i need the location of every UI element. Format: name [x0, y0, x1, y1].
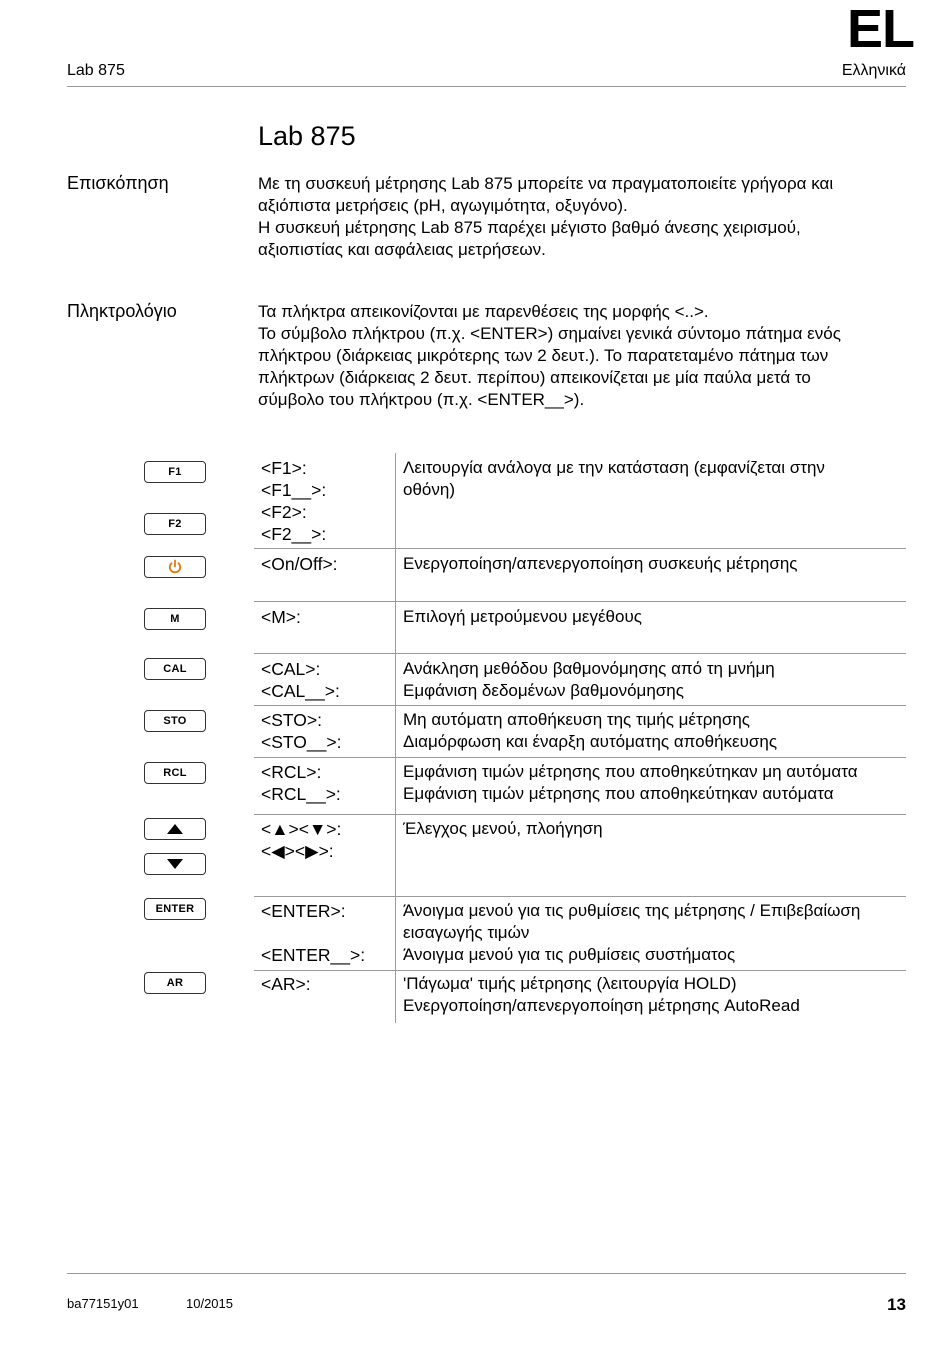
overview-line: αξιόπιστα μετρήσεις (pH, αγωγιμότητα, οξυγόνο).: [258, 196, 628, 215]
key-cell: <ENTER>: <ENTER__>:: [261, 901, 366, 965]
rcl-key: RCL: [144, 762, 206, 784]
footer-divider: [67, 1273, 906, 1274]
f1-key: F1: [144, 461, 206, 483]
description-cell: Μη αυτόματη αποθήκευση της τιμής μέτρησης Διαμόρφωση και έναρξη αυτόματης αποθήκευσης: [403, 710, 778, 751]
header-divider: [67, 86, 906, 87]
language-code: EL: [847, 0, 915, 59]
description-cell: Ανάκληση μεθόδου βαθμονόμησης από τη μνήμη Εμφάνιση δεδομένων βαθμονόμησης: [403, 659, 775, 700]
overview-text: [258, 173, 908, 261]
key-cell: <RCL>: <RCL__>:: [261, 762, 341, 804]
power-icon: [167, 559, 183, 575]
sto-key: STO: [144, 710, 206, 732]
description-cell: Άνοιγμα μενού για τις ρυθμίσεις της μέτρησης / Επιβεβαίωση εισαγωγής τιμών Άνοιγμα μενού για τις ρυθμίσεις συστήματος: [403, 901, 861, 964]
description-cell: Λειτουργία ανάλογα με την κατάσταση (εμφανίζεται στην οθόνη): [403, 458, 825, 499]
arrow-down-icon: [166, 858, 184, 870]
header-language: Ελληνικά: [841, 62, 906, 79]
key-table: [254, 453, 906, 1023]
table-row: [254, 758, 906, 815]
keyboard-line: Το σύμβολο πλήκτρου (π.χ. <ENTER>) σημαίνει γενικά σύντομο πάτημα ενός: [258, 324, 841, 343]
page-number: 13: [887, 1295, 906, 1314]
description-cell: Έλεγχος μενού, πλοήγηση: [403, 819, 603, 838]
keyboard-line: Τα πλήκτρα απεικονίζονται με παρενθέσεις της μορφής <..>.: [258, 302, 709, 321]
f2-key: F2: [144, 513, 206, 535]
overview-line: Με τη συσκευή μέτρησης Lab 875 μπορείτε να πραγματοποιείτε γρήγορα και: [258, 174, 834, 193]
on-off-key: [144, 556, 206, 578]
keyboard-line: πλήκτρου (διάρκειας μικρότερης των 2 δευτ.). Το παρατεταμένο πάτημα των: [258, 346, 829, 365]
ar-key: AR: [144, 972, 206, 994]
table-row: [254, 654, 906, 706]
header-product: Lab 875: [67, 62, 125, 79]
key-cell: <CAL>: <CAL__>:: [261, 659, 340, 701]
key-cell: <On/Off>:: [261, 554, 338, 574]
keyboard-line: σύμβολο του πλήκτρου (π.χ. <ENTER__>).: [258, 390, 585, 409]
description-cell: Ενεργοποίηση/απενεργοποίηση συσκευής μέτρησης: [403, 554, 798, 573]
overview-label: Επισκόπηση: [67, 173, 169, 193]
footer-doc-id: ba77151y01: [67, 1296, 139, 1311]
overview-line: αξιοπιστίας και ασφάλειας μετρήσεων.: [258, 240, 546, 259]
key-cell: <F1>: <F1__>: <F2>: <F2__>:: [261, 458, 327, 544]
footer-date: 10/2015: [186, 1296, 233, 1311]
description-cell: Επιλογή μετρούμενου μεγέθους: [403, 607, 642, 626]
down-key: [144, 853, 206, 875]
arrow-up-icon: [166, 823, 184, 835]
table-row: [254, 897, 906, 971]
description-cell: Εμφάνιση τιμών μέτρησης που αποθηκεύτηκαν μη αυτόματα Εμφάνιση τιμών μέτρησης που αποθηκεύτηκαν αυτόματα: [403, 762, 858, 803]
table-row: [254, 971, 906, 1023]
key-example: <ENTER>: [470, 324, 548, 343]
m-key: M: [144, 608, 206, 630]
description-cell: 'Πάγωμα' τιμής μέτρησης (λειτουργία HOLD) Ενεργοποίηση/απενεργοποίηση μέτρησης AutoRead: [403, 974, 800, 1015]
table-row: [254, 453, 906, 549]
keyboard-label: Πληκτρολόγιο: [67, 301, 177, 321]
key-example-long: <ENTER__>: [477, 390, 574, 409]
key-cell: <AR>:: [261, 974, 311, 994]
cal-key: CAL: [144, 658, 206, 680]
key-cell: <STO>: <STO__>:: [261, 710, 342, 752]
overview-line: Η συσκευή μέτρησης Lab 875 παρέχει μέγιστο βαθμό άνεσης χειρισμού,: [258, 218, 801, 237]
table-row: [254, 706, 906, 758]
keyboard-line: πλήκτρων (διάρκειας 2 δευτ. περίπου) απεικονίζεται με μία παύλα μετά το: [258, 368, 811, 387]
page-title: Lab 875: [258, 121, 356, 151]
table-row: [254, 815, 906, 897]
enter-key: ENTER: [144, 898, 206, 920]
key-cell: <▲><▼>: <◀><▶>:: [261, 819, 342, 861]
table-row: [254, 602, 906, 654]
key-cell: <M>:: [261, 607, 301, 627]
up-key: [144, 818, 206, 840]
table-row: [254, 549, 906, 602]
keyboard-text: [258, 301, 908, 411]
